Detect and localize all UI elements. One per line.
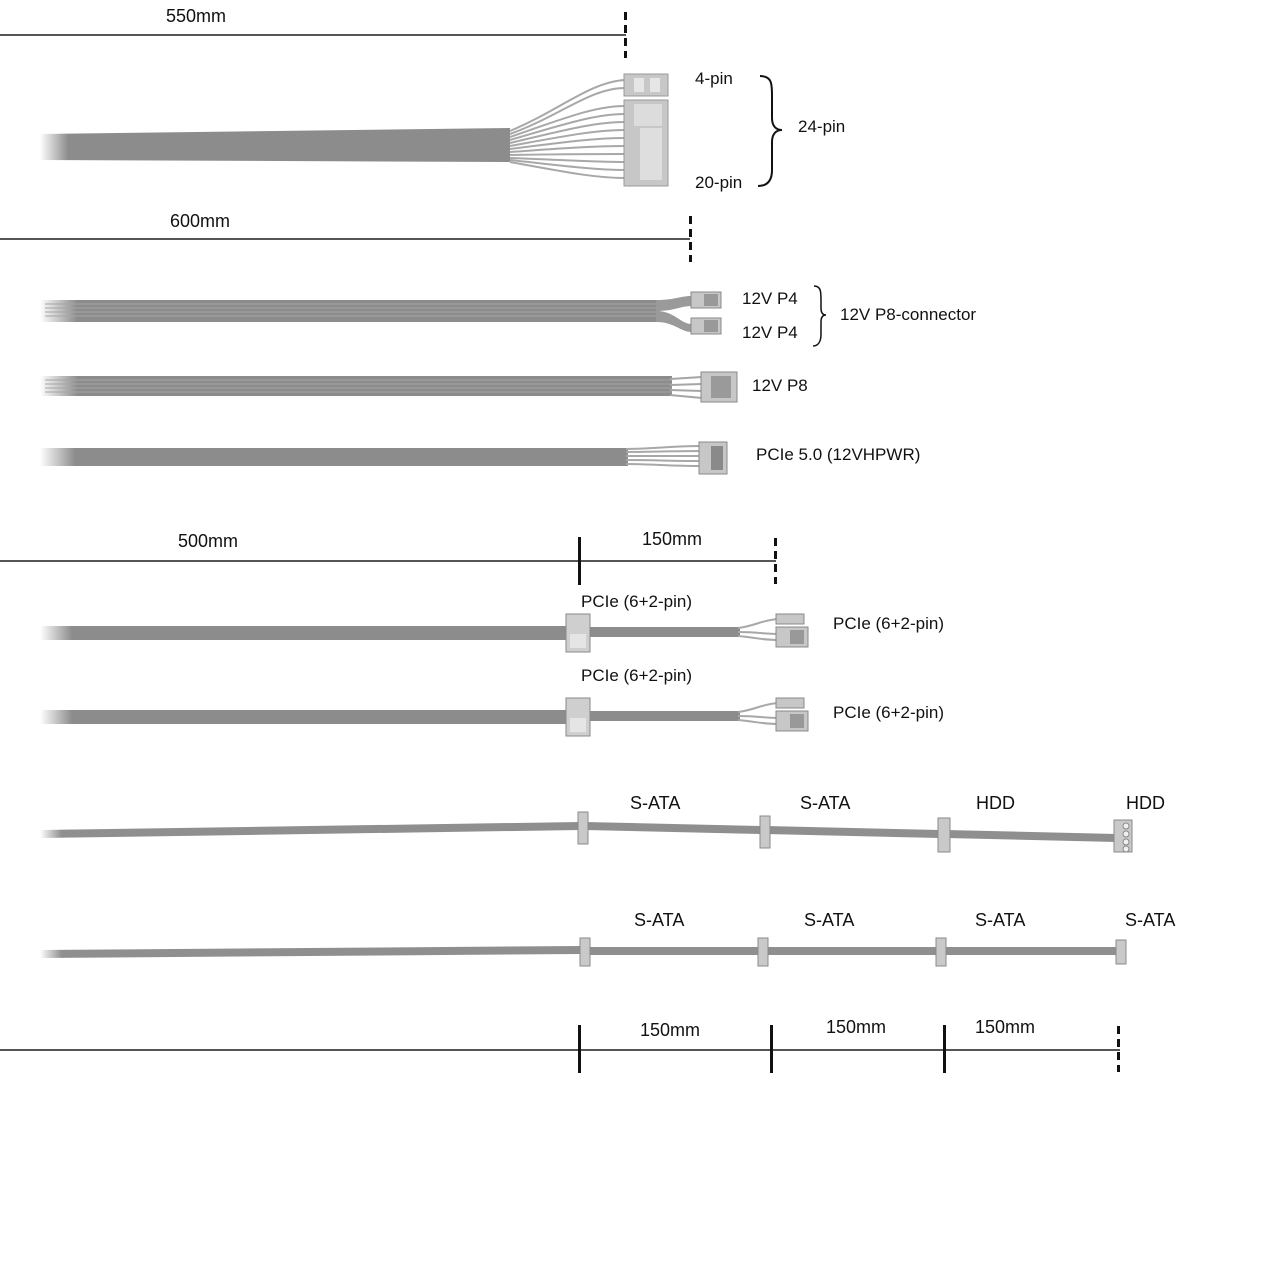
sata-hdd-cable (40, 812, 1132, 852)
atx-4pin-label: 4-pin (695, 69, 733, 88)
length-label-150-c: 150mm (975, 1017, 1036, 1037)
measure-split-500 (578, 537, 581, 585)
sata-2-connector-3 (936, 938, 946, 966)
length-label-150-a: 150mm (640, 1020, 701, 1040)
measure-line-sata (0, 1049, 1120, 1051)
pcie-2-mid-label: PCIe (6+2-pin) (581, 666, 693, 685)
sata-1-label-1: S-ATA (630, 793, 681, 813)
pcie-cable-1 (40, 614, 808, 652)
length-label-600: 600mm (170, 211, 231, 231)
sata-2-connector-1 (580, 938, 590, 966)
length-label-150-b: 150mm (826, 1017, 887, 1037)
hdd-1-connector-1 (938, 818, 950, 852)
atx-20pin-label: 20-pin (695, 173, 743, 192)
cpu-p8-connector-label: 12V P8-connector (840, 305, 977, 324)
measure-end-600 (689, 216, 692, 262)
sata-2-label-4: S-ATA (1125, 910, 1176, 930)
atx-24pin-cable (40, 74, 668, 186)
length-label-550: 550mm (166, 6, 227, 26)
brace-24pin (758, 76, 782, 186)
pcie-2-end-label: PCIe (6+2-pin) (833, 703, 945, 722)
length-label-500: 500mm (178, 531, 239, 551)
cpu-p8-cable (40, 372, 737, 402)
pcie-2-end-2pin-connector (776, 698, 804, 708)
sata-1-connector-1 (578, 812, 588, 844)
atx-24pin-label: 24-pin (798, 117, 846, 136)
measure-split-sata-3 (943, 1025, 946, 1073)
sata-1-label-2: S-ATA (800, 793, 851, 813)
brace-p8-connector (813, 286, 826, 346)
measure-end-550 (624, 12, 627, 58)
measure-split-sata-2 (770, 1025, 773, 1073)
measure-split-sata-1 (578, 1025, 581, 1073)
cpu-p4-bottom-label: 12V P4 (742, 323, 798, 342)
hdd-1-label-1: HDD (976, 793, 1015, 813)
measure-line-600 (0, 238, 690, 240)
pcie5-label: PCIe 5.0 (12VHPWR) (756, 445, 921, 464)
pcie5-cable (40, 442, 727, 474)
measure-line-550 (0, 34, 626, 36)
atx-4pin-connector (624, 74, 668, 96)
hdd-1-label-2: HDD (1126, 793, 1165, 813)
pcie-cable-2 (40, 698, 808, 736)
measure-end-sata (1117, 1026, 1120, 1072)
sata-2-label-1: S-ATA (634, 910, 685, 930)
sata-2-label-2: S-ATA (804, 910, 855, 930)
sata-1-connector-2 (760, 816, 770, 848)
sata-cable (40, 938, 1126, 966)
length-label-150-pcie: 150mm (642, 529, 703, 549)
measure-end-150 (774, 538, 777, 584)
pcie-1-mid-label: PCIe (6+2-pin) (581, 592, 693, 611)
sata-2-connector-4 (1116, 940, 1126, 964)
sata-2-connector-2 (758, 938, 768, 966)
cpu-p8-label: 12V P8 (752, 376, 808, 395)
cpu-p4-cable (40, 292, 721, 334)
pcie-1-end-2pin-connector (776, 614, 804, 624)
sata-2-label-3: S-ATA (975, 910, 1026, 930)
cpu-p4-top-label: 12V P4 (742, 289, 798, 308)
measure-line-500-150 (0, 560, 776, 562)
pcie-1-end-label: PCIe (6+2-pin) (833, 614, 945, 633)
